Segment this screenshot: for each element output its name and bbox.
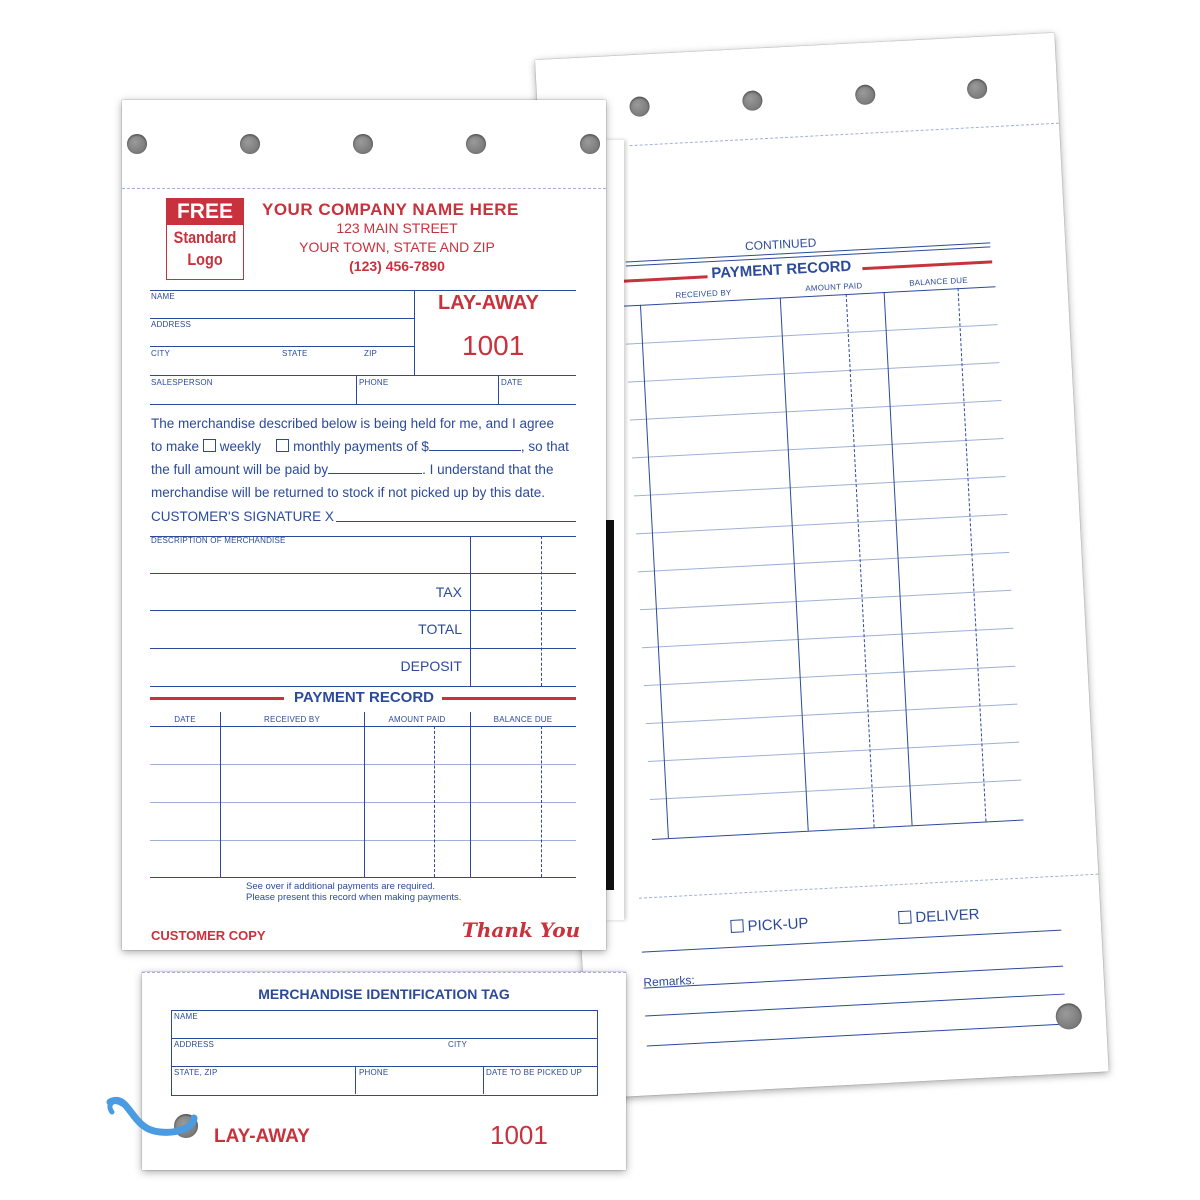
back-grid-row [644,666,1016,686]
payment-grid-col [470,712,471,877]
tag-number: 1001 [490,1120,548,1150]
layaway-title: LAY-AWAY [438,292,539,314]
tag-fields [171,1010,598,1096]
company-name: YOUR COMPANY NAME HERE [262,200,519,219]
logo [166,198,244,280]
deliver-label: DELIVER [914,905,980,927]
identification-tag [142,972,626,1170]
weekly-checkbox[interactable] [203,439,216,452]
tag-label-phone: PHONE [359,1068,389,1077]
label-city: CITY [151,349,171,358]
payment-grid-top [150,726,576,727]
punch-hole [466,134,486,154]
company-street: 123 MAIN STREET [336,220,458,236]
payment-grid-col [364,712,365,877]
form-col [541,536,542,686]
payment-grid-col [434,726,435,877]
label-zip: ZIP [364,349,378,358]
agreement-paid-by: the full amount will be paid by [151,462,329,477]
remarks-rule [647,1024,1066,1047]
form-rule [150,318,414,319]
paid-by-blank[interactable] [328,473,422,474]
punch-hole [353,134,373,154]
tag-rule [171,1066,597,1067]
back-grid-row [640,590,1012,610]
back-grid-row [642,628,1014,648]
remarks-rule [642,930,1061,953]
tag-label-pickup-date: DATE TO BE PICKED UP [486,1068,583,1077]
form-col [414,290,415,375]
label-phone: PHONE [359,378,389,387]
payment-grid-row [150,840,576,841]
perforation-line [639,874,1098,899]
back-grid-row [626,324,998,344]
tag-rule [171,1038,597,1039]
punch-hole [580,134,600,154]
back-grid-row [634,476,1006,496]
tax-label: TAX [435,584,462,600]
punch-hole [855,84,876,105]
back-col-amount-paid: AMOUNT PAID [805,281,863,294]
company-phone: (123) 456-7890 [349,258,445,274]
logo-standard: Standard [173,228,237,247]
perforation-line [630,123,1059,147]
carbon-edge [606,520,614,890]
agreement-line-4: merchandise will be returned to stock if not picked up by this date. [151,485,545,500]
payment-record-bar-left [150,697,284,700]
tag-label-state-zip: STATE, ZIP [174,1068,218,1077]
payment-grid-row [150,764,576,765]
front-sheet [122,100,606,950]
signature-label: CUSTOMER'S SIGNATURE X [151,509,334,524]
form-rule [150,573,576,574]
punch-hole [629,96,650,117]
tag-label-name: NAME [174,1012,198,1021]
form-rule [150,290,576,291]
tag-title: MERCHANDISE IDENTIFICATION TAG [258,986,510,1002]
back-grid-row [630,400,1002,420]
agreement-so-that: , so that [520,439,569,454]
back-grid-bottom [652,819,1024,839]
label-address: ADDRESS [151,320,192,329]
label-name: NAME [151,292,175,301]
agreement-to-make: to make [151,439,200,454]
back-grid-row [628,362,1000,382]
label-state: STATE [282,349,308,358]
logo-free: FREE [167,199,243,225]
payment-grid-row [150,802,576,803]
agreement-line-3 [151,458,553,481]
punch-hole [742,90,763,111]
back-grid-row [638,552,1010,572]
back-grid-row [636,514,1008,534]
deliver-checkbox[interactable] [898,910,912,924]
perforation-line [122,188,606,189]
remarks-label: Remarks: [643,972,696,990]
agreement-line-2 [151,435,569,458]
form-col [498,375,499,404]
customer-copy-label: CUSTOMER COPY [151,928,266,943]
perforation-line [142,972,626,973]
punch-hole [240,134,260,154]
back-col-balance-due: BALANCE DUE [908,275,969,288]
signature-line[interactable] [336,521,576,522]
total-label: TOTAL [418,621,462,637]
form-col [356,375,357,404]
punch-hole [967,78,988,99]
col-date: DATE [174,715,196,724]
tag-label-address: ADDRESS [174,1040,215,1049]
remarks-rule [644,966,1063,989]
form-rule [150,648,576,649]
payment-grid-col [220,712,221,877]
back-payment-record-title: PAYMENT RECORD [710,257,852,283]
pickup-option[interactable] [730,915,809,936]
amount-blank[interactable] [429,450,521,451]
monthly-checkbox[interactable] [276,439,289,452]
punch-hole [127,134,147,154]
payment-record-bar-right [862,260,992,270]
back-col-received-by: RECEIVED BY [675,288,732,300]
form-number: 1001 [462,330,525,361]
footnote-1: See over if additional payments are required. [246,881,436,892]
back-grid-row [646,704,1018,724]
tag-col [355,1066,356,1094]
col-amount-paid: AMOUNT PAID [388,715,446,724]
form-rule [150,686,576,687]
deliver-option[interactable] [898,906,980,927]
thank-you-script: Thank You [462,918,581,942]
label-date: DATE [501,378,523,387]
logo-logo: Logo [187,250,223,269]
form-rule [150,610,576,611]
payment-grid-bottom [150,877,576,878]
back-grid-row [648,742,1020,762]
form-rule [150,346,414,347]
weekly-label: weekly [219,439,262,454]
deposit-label: DEPOSIT [400,658,462,674]
punch-hole [1055,1003,1082,1030]
payment-record-bar-right [442,697,576,700]
continued-label: CONTINUED [744,235,817,254]
tag-layaway: LAY-AWAY [214,1126,310,1147]
pickup-label: PICK-UP [747,914,809,936]
tag-col [483,1066,484,1094]
agreement-understand: . I understand that the [422,462,554,477]
remarks-rule [645,994,1064,1017]
agreement-line-1: The merchandise described below is being held for me, and I agree [151,416,554,431]
col-received-by: RECEIVED BY [264,715,320,724]
payment-record-title: PAYMENT RECORD [293,689,435,706]
tag-label-city: CITY [448,1040,468,1049]
footnote-2: Please present this record when making payments. [246,892,462,903]
back-grid-row [632,438,1004,458]
company-town: YOUR TOWN, STATE AND ZIP [299,239,495,255]
label-description: DESCRIPTION OF MERCHANDISE [151,536,286,545]
back-grid-row [650,780,1022,800]
form-rule [150,404,576,405]
tag-string-icon [100,1090,210,1150]
payment-grid-col [541,726,542,877]
payment-record-bar-left [623,275,708,282]
label-salesperson: SALESPERSON [151,378,213,387]
pickup-checkbox[interactable] [730,919,744,933]
form-rule [150,375,576,376]
col-balance-due: BALANCE DUE [493,715,553,724]
monthly-label: monthly payments of $ [293,439,429,454]
form-col [470,536,471,686]
